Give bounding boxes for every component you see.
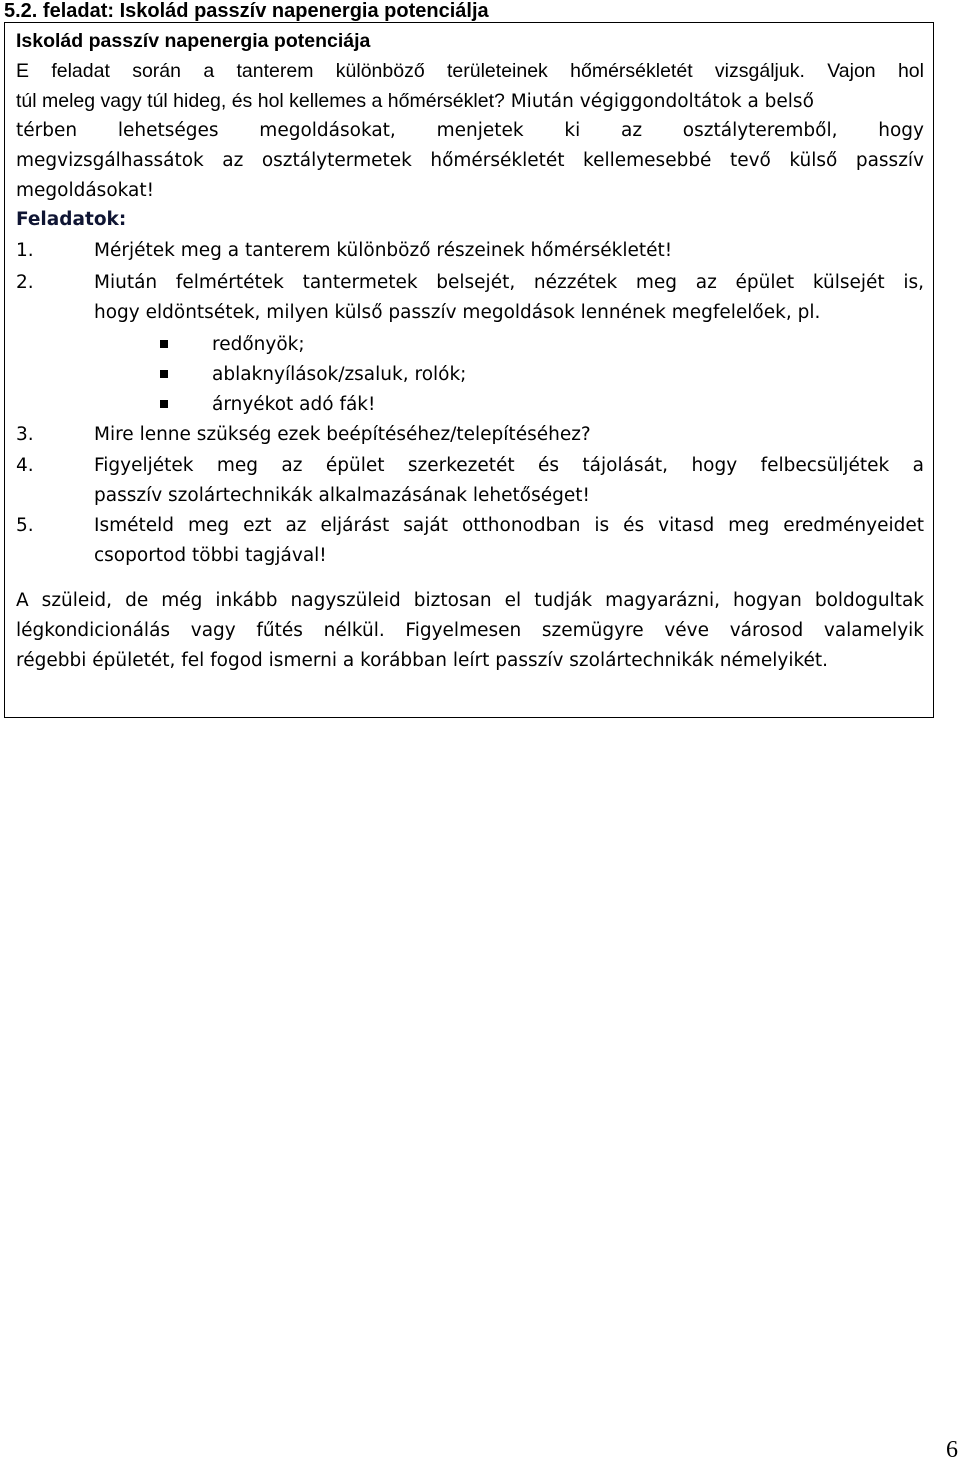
task-number: 2. bbox=[16, 272, 34, 293]
task-number: 4. bbox=[16, 455, 34, 476]
square-bullet-icon bbox=[160, 400, 168, 408]
section-heading: 5.2. feladat: Iskolád passzív napenergia potenciálja bbox=[4, 0, 489, 22]
task-text: hogy eldöntsétek, milyen külső passzív megoldások lennének megfelelőek, pl. bbox=[94, 302, 821, 323]
task-text: passzív szolártechnikák alkalmazásának lehetőséget! bbox=[94, 485, 590, 506]
task-text: Ismételd meg ezt az eljárást saját otthonodban is és vitasd meg eredményeidet bbox=[94, 515, 924, 536]
intro-line-4: megvizsgálhassátok az osztálytermetek hőmérsékletét kellemesebbé tevő külső passzív bbox=[16, 150, 924, 171]
task-text: Mire lenne szükség ezek beépítéséhez/telepítéséhez? bbox=[94, 424, 591, 445]
bullet-text: ablaknyílások/zsaluk, rolók; bbox=[212, 364, 467, 385]
closing-line-3: régebbi épületét, fel fogod ismerni a korábban leírt passzív szolártechnikák némelyikét. bbox=[16, 650, 829, 671]
box-title: Iskolád passzív napenergia potenciája bbox=[16, 30, 371, 52]
square-bullet-icon bbox=[160, 340, 168, 348]
square-bullet-icon bbox=[160, 370, 168, 378]
page-number: 6 bbox=[946, 1437, 958, 1463]
task-text: Miután felmértétek tantermetek belsejét, nézzétek meg az épület külsejét is, bbox=[94, 272, 924, 293]
task-text: Mérjétek meg a tanterem különböző részeinek hőmérsékletét! bbox=[94, 240, 673, 261]
intro-line-2-sans: túl meleg vagy túl hideg, és hol kellemes a hőmérséklet? bbox=[16, 90, 505, 112]
bullet-text: redőnyök; bbox=[212, 334, 305, 355]
task-number: 1. bbox=[16, 240, 34, 261]
intro-line-1: E feladat során a tanterem különböző területeinek hőmérsékletét vizsgáljuk. Vajon hol bbox=[16, 60, 924, 82]
intro-line-3: térben lehetséges megoldásokat, menjetek ki az osztályteremből, hogy bbox=[16, 120, 924, 141]
task-number: 3. bbox=[16, 424, 34, 445]
closing-line-2: légkondicionálás vagy fűtés nélkül. Figyelmesen szemügyre véve városod valamelyik bbox=[16, 620, 924, 641]
task-text: Figyeljétek meg az épület szerkezetét és tájolását, hogy felbecsüljétek a bbox=[94, 455, 924, 476]
intro-line-5: megoldásokat! bbox=[16, 180, 155, 201]
intro-line-2 bbox=[16, 86, 814, 117]
task-text: csoportod többi tagjával! bbox=[94, 545, 327, 566]
bullet-text: árnyékot adó fák! bbox=[212, 394, 376, 415]
intro-line-2-comic: Miután végiggondoltátok a belső bbox=[504, 91, 814, 112]
closing-line-1: A szüleid, de még inkább nagyszüleid biztosan el tudják magyarázni, hogyan boldogultak bbox=[16, 590, 924, 611]
tasks-label: Feladatok: bbox=[16, 209, 127, 230]
task-number: 5. bbox=[16, 515, 34, 536]
